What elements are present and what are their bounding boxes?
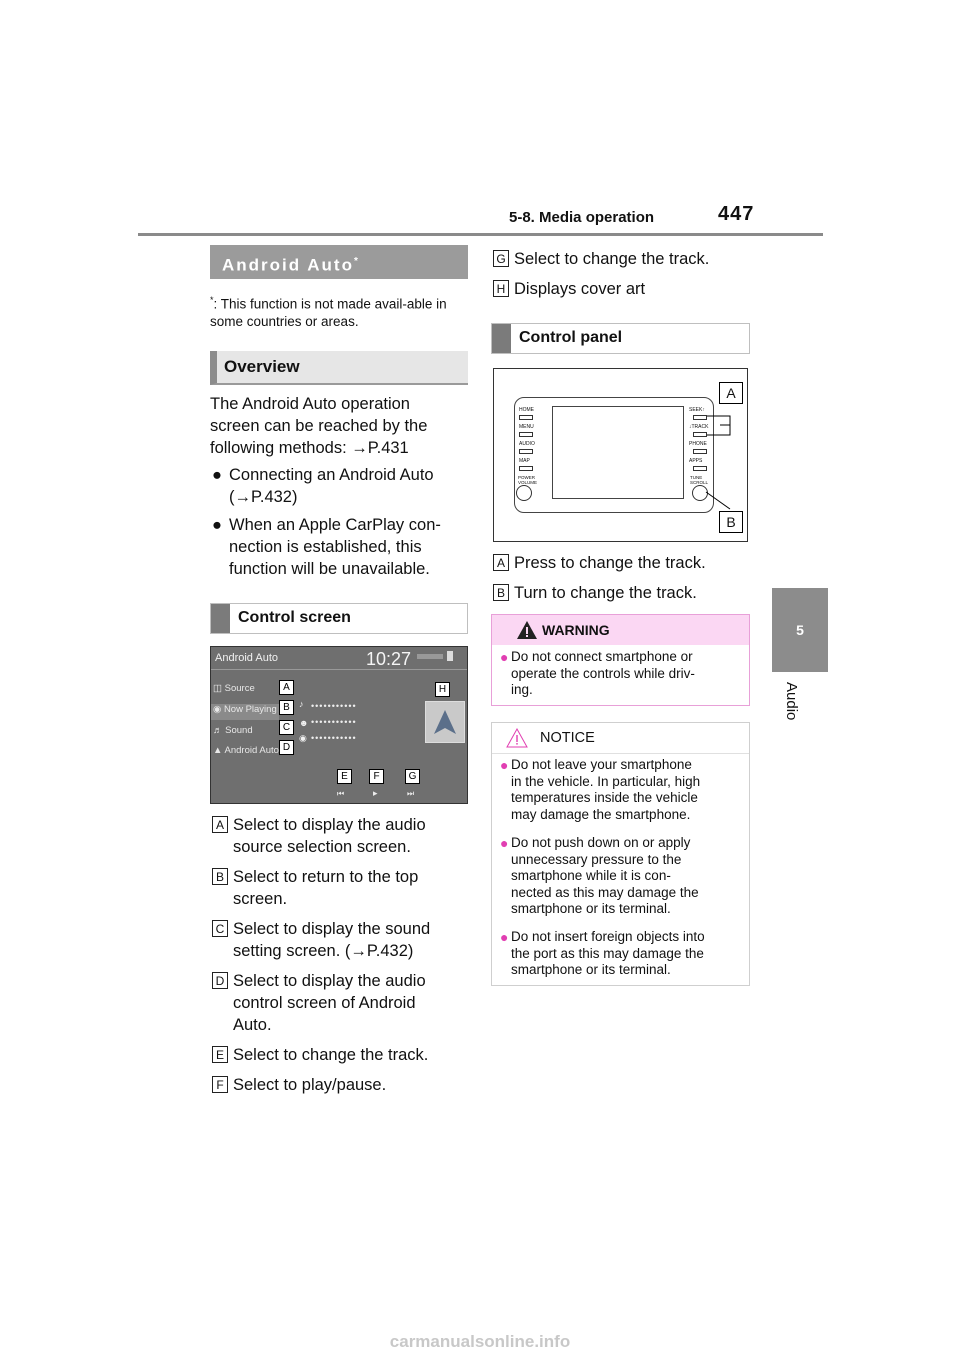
callout-item-panel-a (493, 552, 753, 574)
warning-icon (516, 620, 538, 640)
signal-bar-icon (417, 654, 443, 659)
panel-apps-label: APPS (689, 458, 703, 464)
panel-phone-label: PHONE (689, 441, 707, 447)
item-line: screen. (233, 890, 288, 908)
callout-item-c (212, 918, 472, 962)
notice-header (492, 723, 749, 754)
notice-line: Do not insert foreign objects into (511, 929, 705, 944)
bullet-line: function will be unavailable. (229, 560, 430, 578)
control-screen-illustration (210, 646, 468, 804)
item-line: Select to play/pause. (233, 1076, 387, 1094)
item-line: source selection screen. (233, 838, 411, 856)
control-panel-heading (491, 323, 750, 354)
letter-box: D (212, 972, 228, 989)
bullet-dot-icon: ● (500, 929, 509, 945)
intro-paragraph (210, 393, 470, 459)
letter-box: A (212, 816, 228, 833)
album-placeholder: ••••••••••• (311, 733, 357, 743)
panel-callout-b: B (719, 511, 743, 533)
menu-source-label: Source (224, 683, 255, 694)
item-text: Select to change the track. (514, 250, 710, 268)
screen-label-c: C (279, 720, 294, 735)
footnote (210, 292, 470, 330)
callout-item-e (212, 1044, 472, 1066)
letter-box: B (212, 868, 228, 885)
chapter-label-text: Audio (783, 682, 800, 721)
control-screen-heading-text: Control screen (238, 609, 351, 626)
battery-icon (447, 651, 453, 661)
screen-menu-android-auto: ▲ Android Auto (213, 745, 279, 756)
letter-box: C (212, 920, 228, 937)
callout-item-g (493, 248, 753, 270)
menu-now-playing-label: Now Playing (223, 704, 277, 715)
heading-bar (492, 324, 511, 353)
warning-line: ing. (511, 682, 533, 697)
album-icon: ◉ (299, 733, 307, 743)
android-auto-title: Android Auto (222, 255, 354, 275)
bullet-dot-icon: ● (500, 757, 509, 773)
panel-map-label: MAP (519, 458, 530, 464)
notice-line: unnecessary pressure to the (511, 851, 682, 867)
section-title: 5-8. Media operation (509, 209, 655, 226)
item-line: Select to display the sound (233, 920, 431, 938)
previous-track-icon: ⏮ (337, 789, 345, 798)
caution-icon (506, 728, 528, 748)
item-line: Auto. (233, 1016, 272, 1034)
panel-power-label: POWER VOLUME (518, 475, 538, 485)
callout-item-a (212, 814, 472, 858)
bullet-item (212, 464, 472, 508)
menu-android-auto-label: Android Auto (224, 745, 279, 756)
callout-item-d (212, 970, 472, 1036)
android-auto-heading (210, 245, 468, 279)
letter-box: A (493, 554, 509, 571)
panel-callout-a: A (719, 382, 743, 404)
overview-heading: Overview (210, 351, 468, 385)
bullet-item (212, 514, 472, 580)
cover-art (425, 701, 465, 743)
warning-box (491, 614, 750, 706)
letter-box: F (212, 1076, 228, 1093)
panel-seek-label: SEEK↑ (689, 407, 705, 413)
notice-line: Do not push down on or apply (511, 835, 691, 850)
control-screen-heading (210, 603, 468, 634)
bullet-line: nection is established, this (229, 538, 422, 556)
panel-home-label: HOME (519, 407, 534, 413)
notice-line: smartphone or its terminal. (511, 901, 671, 916)
callout-item-panel-b (493, 582, 753, 604)
bullet-line: When an Apple CarPlay con- (229, 516, 441, 534)
notice-line: temperatures inside the vehicle (511, 790, 698, 805)
track-title-placeholder: ••••••••••• (311, 701, 357, 711)
heading-bar (211, 604, 230, 633)
page-number: 447 (718, 203, 755, 225)
bullet-line: Connecting an Android Auto (229, 466, 434, 484)
screen-label-a: A (279, 680, 294, 695)
panel-tune-label: TUNE SCROLL (690, 475, 709, 485)
screen-divider (211, 669, 468, 670)
menu-sound-label: Sound (225, 725, 253, 736)
notice-line: may damage the smartphone. (511, 806, 691, 822)
watermark: carmanualsonline.info (389, 1332, 571, 1351)
bullet-line: (→P.432) (229, 488, 298, 506)
callout-item-h (493, 278, 753, 300)
next-track-icon: ⏭ (407, 789, 415, 798)
music-note-icon: ♪ (299, 699, 304, 709)
item-text: Press to change the track. (514, 554, 706, 572)
callout-item-b (212, 866, 472, 910)
letter-box: H (493, 280, 509, 297)
artist-icon: ☻ (299, 718, 309, 728)
screen-menu-source: ◫ Source (213, 683, 255, 694)
footnote-asterisk: * (210, 295, 214, 305)
panel-audio-label: AUDIO (519, 441, 535, 447)
footnote-text: : This function is not made avail-able in some countries or areas. (210, 296, 447, 329)
callout-leader-lines (494, 369, 749, 543)
notice-line: smartphone or its terminal. (511, 962, 671, 977)
screen-menu-now-playing: ◉ Now Playing (211, 704, 279, 720)
item-line: Select to display the audio (233, 972, 426, 990)
bullet-dot-icon: ● (212, 516, 222, 534)
artist-placeholder: ••••••••••• (311, 717, 357, 727)
android-auto-logo-icon (426, 702, 464, 742)
item-line: setting screen. (→P.432) (233, 942, 414, 960)
header-rule (138, 233, 823, 236)
notice-line: in the vehicle. In particular, high (511, 773, 701, 789)
screen-label-f: F (369, 769, 384, 784)
notice-line: Do not leave your smartphone (511, 757, 692, 772)
item-text: Turn to change the track. (514, 584, 697, 602)
letter-box: G (493, 250, 509, 267)
intro-line: The Android Auto operation (210, 395, 410, 413)
bullet-dot-icon: ● (212, 466, 222, 484)
item-line: control screen of Android (233, 994, 416, 1012)
screen-app-title: Android Auto (215, 652, 278, 664)
intro-line: following methods: →P.431 (210, 439, 409, 457)
screen-menu-sound: ♬ Sound (213, 725, 253, 736)
notice-heading: NOTICE (540, 730, 595, 746)
panel-track-label: ↓TRACK (689, 424, 709, 430)
callout-item-f (212, 1074, 472, 1096)
screen-clock: 10:27 (366, 649, 412, 669)
warning-line: operate the controls while driv- (511, 665, 695, 681)
panel-menu-label: MENU (519, 424, 534, 430)
bullet-dot-icon: ● (500, 835, 509, 851)
item-line: Select to display the audio (233, 816, 426, 834)
letter-box: E (212, 1046, 228, 1063)
screen-label-g: G (405, 769, 420, 784)
notice-box (491, 722, 750, 986)
notice-line: nected as this may damage the (511, 884, 699, 900)
screen-label-d: D (279, 740, 294, 755)
warning-header (492, 615, 749, 645)
letter-box: B (493, 584, 509, 601)
bullet-dot-icon: ● (500, 649, 509, 665)
item-text: Displays cover art (514, 280, 646, 298)
item-line: Select to change the track. (233, 1046, 429, 1064)
control-panel-heading-text: Control panel (519, 329, 623, 346)
screen-label-b: B (279, 700, 294, 715)
title-asterisk: * (353, 256, 360, 267)
intro-line: screen can be reached by the (210, 417, 428, 435)
control-panel-illustration (493, 368, 748, 542)
screen-label-e: E (337, 769, 352, 784)
warning-heading: WARNING (542, 622, 610, 638)
play-pause-icon: ▸ (373, 788, 378, 798)
warning-line: Do not connect smartphone or (511, 649, 693, 664)
chapter-label (772, 682, 828, 742)
item-line: Select to return to the top (233, 868, 419, 886)
chapter-tab: 5 (772, 588, 828, 672)
screen-label-h: H (435, 682, 450, 697)
notice-line: smartphone while it is con- (511, 868, 671, 883)
notice-line: the port as this may damage the (511, 945, 704, 961)
